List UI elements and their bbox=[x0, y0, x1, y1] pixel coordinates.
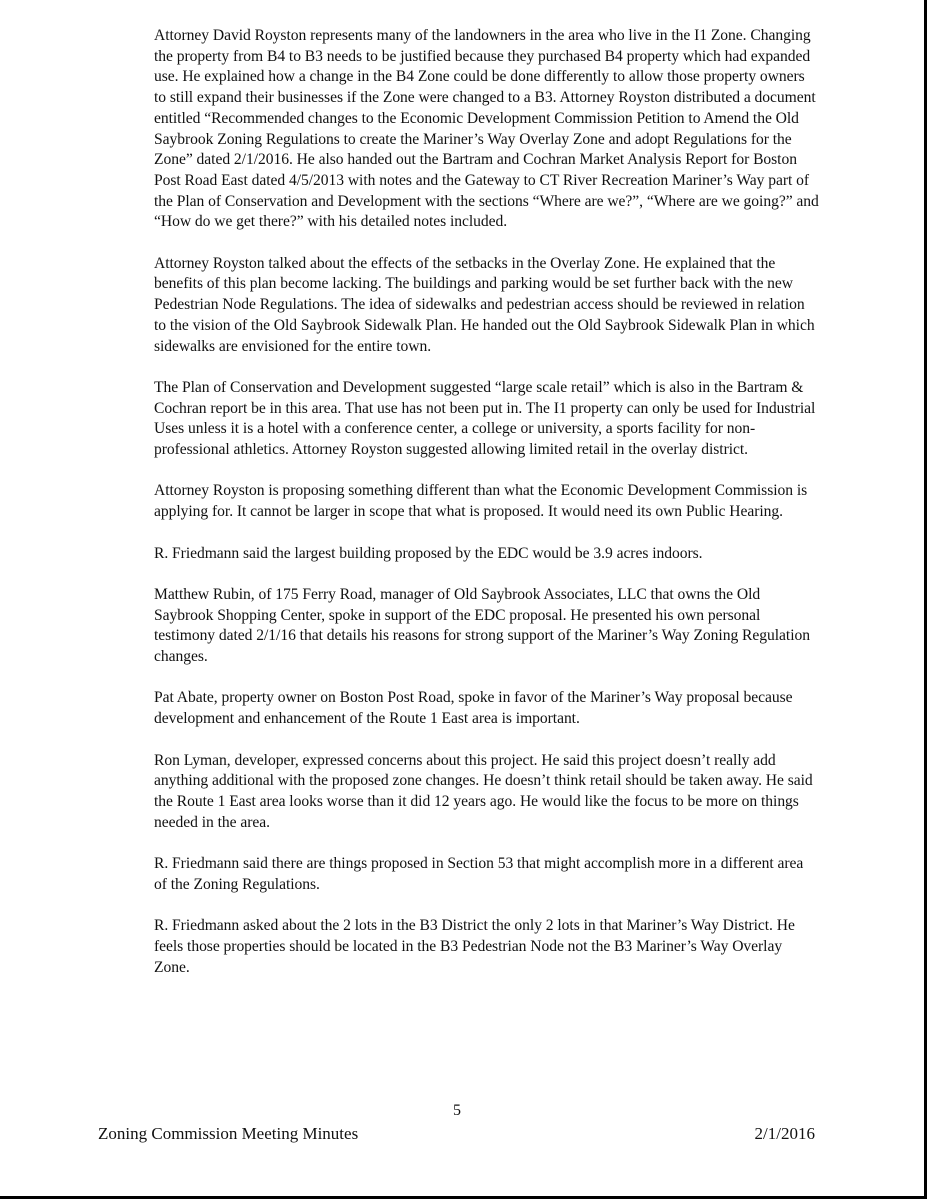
paragraph-large-scale-retail: The Plan of Conservation and Development suggested “large scale retail” which is also in the Bartram & Cochran report be in this area. That use has not been put in. The I1 property can only be used for Industrial Uses unless it is a hotel with a conference center, a college or university, a sports facility for non-professional athletics. Attorney Royston suggested allowing limited retail in the overlay district. bbox=[154, 378, 816, 459]
paragraph-royston-proposal: Attorney Royston is proposing something different than what the Economic Development Commission is applying for. It cannot be larger in scope that what is proposed. It would need its own Public Hearing. bbox=[154, 482, 808, 521]
paragraph-royston-representation: Attorney David Royston represents many of the landowners in the area who live in the I1 Zone. Changing the property from B4 to B3 needs to be justified because they purchased B4 property which had expanded use. He explained how a change in the B4 Zone could be done differently to allow those property owners to still expand their businesses if the Zone were changed to a B3. Attorney Royston distributed a document entitled “Recommended changes to the Economic Development Commission Petition to Amend the Old Saybrook Zoning Regulations to create the Mariner’s Way Overlay Zone and adopt Regulations for the Zone” dated 2/1/2016. He also handed out the Bartram and Cochran Market Analysis Report for Boston Post Road East dated 4/5/2013 with notes and the Gateway to CT River Recreation Mariner’s Way part of the Plan of Conservation and Development with the sections “Where are we?”, “Where are we going?” and “How do we get there?” with his detailed notes included. bbox=[154, 27, 819, 231]
paragraph-ron-lyman: Ron Lyman, developer, expressed concerns about this project. He said this project doesn’t really add anything additional with the proposed zone changes. He doesn’t think retail should be taken away. He said the Route 1 East area looks worse than it did 12 years ago. He would like the focus to be more on things needed in the area. bbox=[154, 751, 813, 831]
paragraph-largest-building: R. Friedmann said the largest building proposed by the EDC would be 3.9 acres indoors. bbox=[154, 544, 703, 562]
paragraph-b3-lots: R. Friedmann asked about the 2 lots in the B3 District the only 2 lots in that Mariner’s Way District. He feels those properties should be located in the B3 Pedestrian Node not the B3 Mariner’s Way Overlay Zone. bbox=[154, 917, 795, 976]
paragraph-overlay-setbacks: Attorney Royston talked about the effects of the setbacks in the Overlay Zone. He explained that the benefits of this plan become lacking. The buildings and parking would be set further back with the new Pedestrian Node Regulations. The idea of sidewalks and pedestrian access should be reviewed in relation to the vision of the Old Saybrook Sidewalk Plan. He handed out the Old Saybrook Sidewalk Plan in which sidewalks are envisioned for the entire town. bbox=[154, 254, 815, 355]
footer-title: Zoning Commission Meeting Minutes bbox=[98, 1124, 359, 1143]
paragraph-section-53: R. Friedmann said there are things proposed in Section 53 that might accomplish more in a different area of the Zoning Regulations. bbox=[154, 855, 804, 893]
document-body bbox=[154, 26, 819, 999]
footer-date: 2/1/2016 bbox=[754, 1124, 815, 1143]
page-number: 5 bbox=[453, 1102, 461, 1119]
paragraph-pat-abate: Pat Abate, property owner on Boston Post Road, spoke in favor of the Mariner’s Way proposal because development and enhancement of the Route 1 East area is important. bbox=[154, 689, 793, 728]
paragraph-matthew-rubin: Matthew Rubin, of 175 Ferry Road, manager of Old Saybrook Associates, LLC that owns the Old Saybrook Shopping Center, spoke in support of the EDC proposal. He presented his own personal testimony dated 2/1/16 that details his reasons for strong support of the Mariner’s Way Zoning Regulation changes. bbox=[154, 585, 810, 666]
